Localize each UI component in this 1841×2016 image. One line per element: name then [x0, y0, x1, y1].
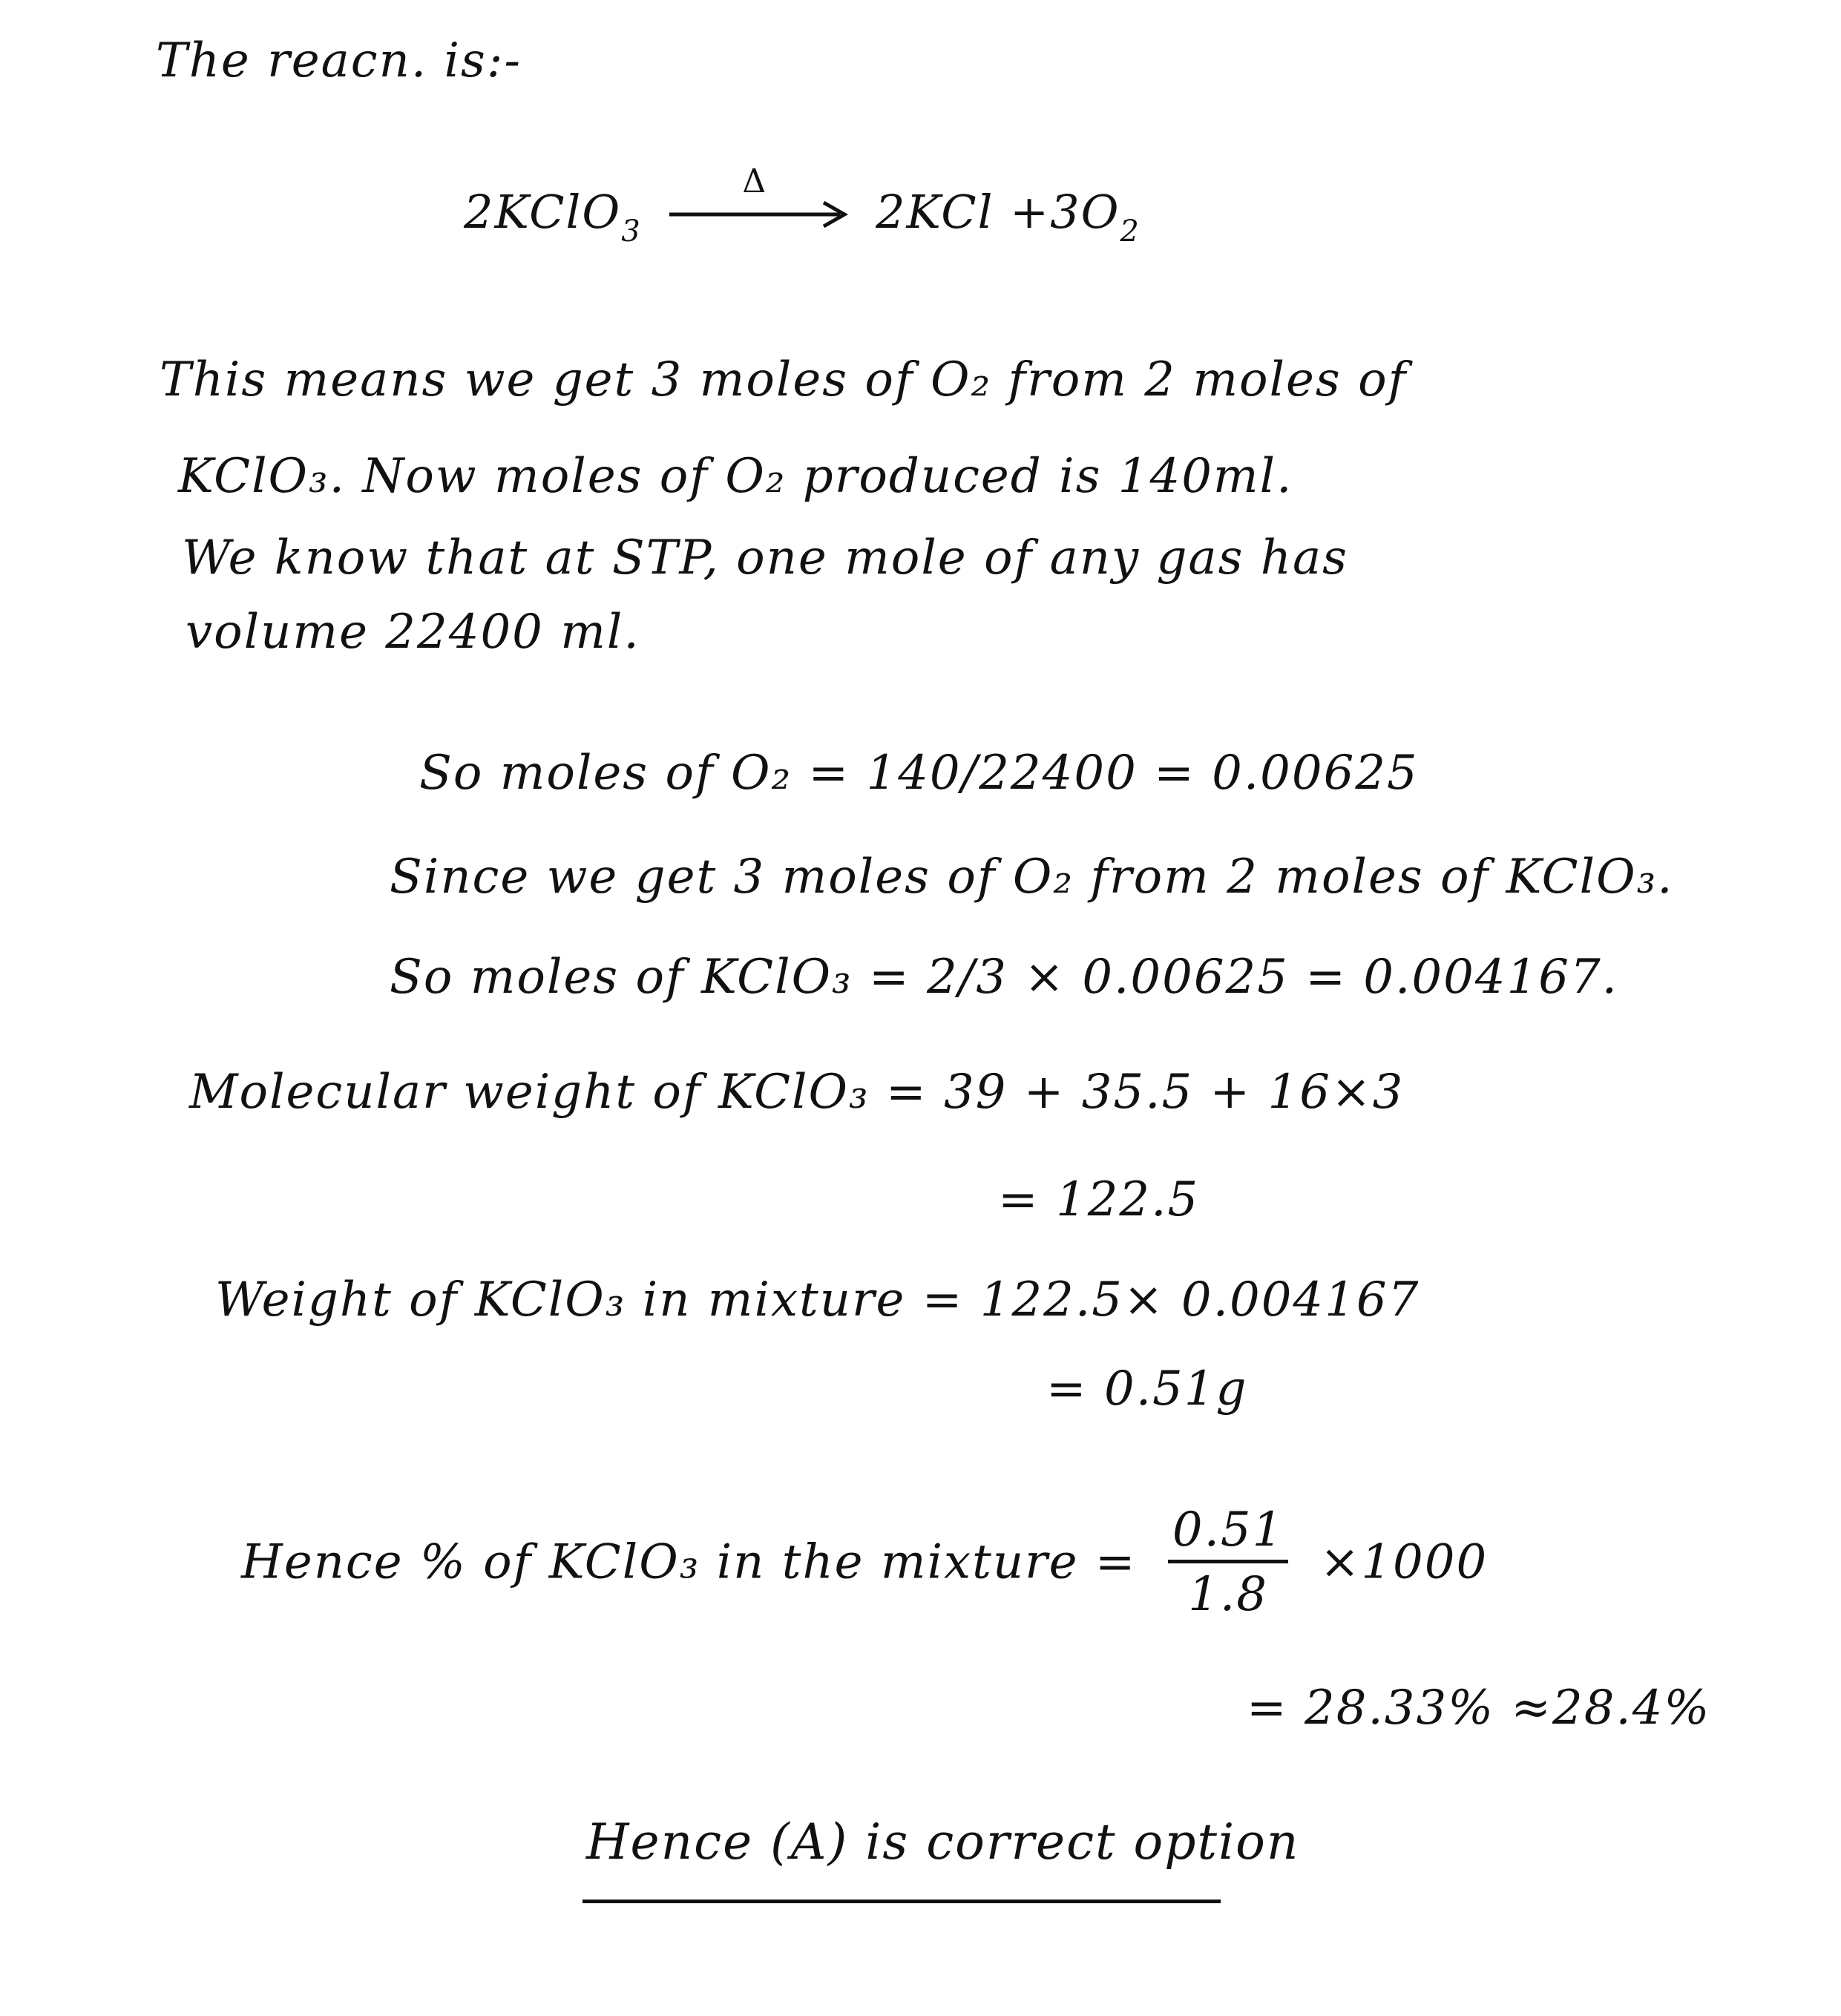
percentage-label: Hence % of KClO₃ in the mixture = [241, 1534, 1137, 1590]
heat-arrow-icon [662, 162, 855, 238]
explanation-line-2: KClO₃. Now moles of O₂ produced is 140ml. [178, 449, 1293, 504]
fraction-denominator: 1.8 [1188, 1567, 1268, 1622]
delta-symbol: Δ [742, 162, 768, 200]
final-answer: Hence (A) is correct option [586, 1813, 1300, 1871]
explanation-line-1: This means we get 3 moles of O₂ from 2 moles of [160, 352, 1408, 407]
final-answer-underline [583, 1900, 1221, 1903]
molecular-weight-result: = 122.5 [998, 1172, 1200, 1227]
percentage-result: = 28.33% ≈28.4% [1247, 1681, 1711, 1736]
moles-o2-step: So moles of O₂ = 140/22400 = 0.00625 [419, 746, 1419, 801]
explanation-line-3: We know that at STP, one mole of any gas has [182, 531, 1348, 585]
moles-kclo3-step: So moles of KClO₃ = 2/3 × 0.00625 = 0.004167. [390, 950, 1618, 1005]
weight-kclo3-line: Weight of KClO₃ in mixture = 122.5× 0.004167 [215, 1273, 1420, 1327]
reactant-subscript: 3 [621, 214, 642, 249]
product-subscript: 2 [1120, 214, 1141, 249]
weight-kclo3-result: = 0.51g [1046, 1362, 1248, 1416]
reaction-intro: The reacn. is:- [156, 33, 522, 88]
fraction-numerator: 0.51 [1168, 1506, 1289, 1563]
products: 2KCl +3O [876, 185, 1120, 239]
reactant: 2KClO [464, 185, 622, 239]
explanation-line-4: volume 22400 ml. [186, 605, 640, 660]
reaction-equation [464, 162, 1141, 249]
molecular-weight-line: Molecular weight of KClO₃ = 39 + 35.5 + 16×3 [189, 1065, 1405, 1120]
percentage-line [241, 1503, 1489, 1622]
mole-ratio-step: Since we get 3 moles of O₂ from 2 moles of KClO₃. [390, 850, 1674, 904]
fraction-multiplier: ×1000 [1319, 1534, 1489, 1590]
percentage-fraction [1168, 1503, 1289, 1622]
